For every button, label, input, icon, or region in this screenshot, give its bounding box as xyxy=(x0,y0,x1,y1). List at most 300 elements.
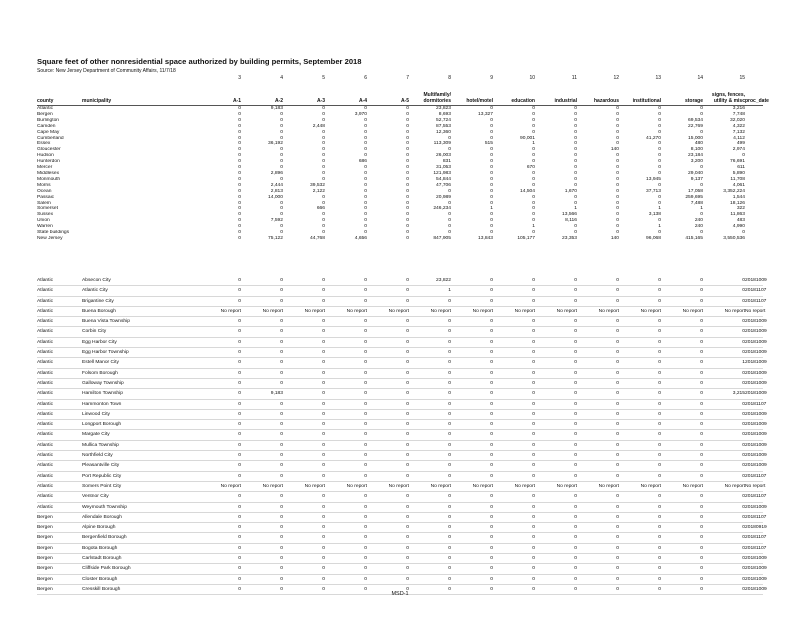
summary-value: 0 xyxy=(364,194,367,200)
row-value: 0 xyxy=(451,296,493,306)
summary-value: 0 xyxy=(616,206,619,212)
row-value: 0 xyxy=(661,420,703,430)
row-value: 0 xyxy=(283,378,325,388)
summary-value: 0 xyxy=(406,170,409,176)
summary-value: 0 xyxy=(532,147,535,153)
row-value: 0 xyxy=(577,461,619,471)
summary-municipality-empty xyxy=(82,236,199,242)
summary-county: Union xyxy=(37,218,50,224)
row-value: 0 xyxy=(619,574,661,584)
row-value: 0 xyxy=(703,584,745,594)
row-value: 0 xyxy=(535,358,577,368)
row-proc-date: 20181107 xyxy=(745,512,763,522)
summary-value: 0 xyxy=(364,153,367,159)
row-county: Atlantic xyxy=(37,378,82,388)
summary-value: 140 xyxy=(610,147,619,153)
row-value: 0 xyxy=(325,564,367,574)
row-value: 0 xyxy=(241,317,283,327)
row-value: 0 xyxy=(451,348,493,358)
row-value: 0 xyxy=(493,276,535,286)
summary-value: 0 xyxy=(448,147,451,153)
row-value: 0 xyxy=(493,512,535,522)
row-value: 0 xyxy=(325,574,367,584)
row-county: Bergen xyxy=(37,523,82,533)
summary-value: 0 xyxy=(322,224,325,230)
summary-value: 0 xyxy=(490,106,493,111)
row-county: Bergen xyxy=(37,584,82,594)
row-value: 0 xyxy=(703,296,745,306)
row-value: 0 xyxy=(325,451,367,461)
row-value: 0 xyxy=(367,430,409,440)
summary-value: 2,974 xyxy=(732,147,745,153)
row-value: 0 xyxy=(367,461,409,471)
row-value: 0 xyxy=(199,492,241,502)
row-municipality: Estell Manor City xyxy=(82,358,199,368)
row-value: 0 xyxy=(703,286,745,296)
summary-county: State buildings xyxy=(37,230,70,236)
row-value: 0 xyxy=(325,317,367,327)
summary-value: 0 xyxy=(490,117,493,123)
summary-value: 0 xyxy=(280,153,283,159)
row-value: 0 xyxy=(409,378,451,388)
row-value: 0 xyxy=(367,276,409,286)
summary-value: 0 xyxy=(574,129,577,135)
row-county: Atlantic xyxy=(37,337,82,347)
row-value: 0 xyxy=(325,420,367,430)
summary-value: 0 xyxy=(616,111,619,117)
row-value: 0 xyxy=(661,409,703,419)
summary-value: 515 xyxy=(484,141,493,147)
row-proc-date: 20181009 xyxy=(745,564,763,574)
summary-value: 1 xyxy=(658,206,661,212)
summary-value: 0 xyxy=(490,194,493,200)
summary-value: 0 xyxy=(700,212,703,218)
summary-value: 0 xyxy=(574,176,577,182)
row-county: Bergen xyxy=(37,512,82,522)
row-proc-date: 20181009 xyxy=(745,389,763,399)
summary-value: 0 xyxy=(238,235,241,241)
summary-value: 0 xyxy=(406,153,409,159)
summary-value: 17,058 xyxy=(688,188,703,194)
summary-value: 0 xyxy=(280,212,283,218)
county-summary-table xyxy=(37,105,763,242)
row-value: 0 xyxy=(409,317,451,327)
summary-value: 0 xyxy=(322,212,325,218)
summary-value: 847,905 xyxy=(433,235,451,241)
column-number: 6 xyxy=(364,75,367,81)
summary-value: 0 xyxy=(490,182,493,188)
row-county: Atlantic xyxy=(37,461,82,471)
column-number-spacer xyxy=(82,75,199,81)
row-value: 0 xyxy=(367,409,409,419)
summary-value: 0 xyxy=(406,123,409,129)
row-value: 0 xyxy=(451,276,493,286)
summary-value: 0 xyxy=(658,111,661,117)
summary-value: 0 xyxy=(364,188,367,194)
row-value: 0 xyxy=(367,554,409,564)
row-value: 0 xyxy=(619,286,661,296)
summary-value: 0 xyxy=(574,165,577,171)
summary-county: Bergen xyxy=(37,111,53,117)
row-value: No report xyxy=(619,306,661,316)
summary-value: 1,544 xyxy=(732,194,745,200)
row-proc-date: 20181107 xyxy=(745,543,763,553)
summary-value: 0 xyxy=(574,224,577,230)
row-municipality: Bogota Borough xyxy=(82,543,199,553)
row-county: Atlantic xyxy=(37,471,82,481)
row-value: 0 xyxy=(451,409,493,419)
summary-value: 31,053 xyxy=(436,165,451,171)
row-value: 0 xyxy=(199,337,241,347)
summary-value: 0 xyxy=(700,129,703,135)
summary-value: 0 xyxy=(280,230,283,236)
row-value: 0 xyxy=(619,368,661,378)
summary-value: 0 xyxy=(406,176,409,182)
summary-value: 0 xyxy=(280,117,283,123)
summary-value: 96,068 xyxy=(646,235,661,241)
row-proc-date: 20181009 xyxy=(745,317,763,327)
row-proc-date: 20181009 xyxy=(745,502,763,512)
row-value: 0 xyxy=(325,296,367,306)
summary-value: 26,003 xyxy=(436,153,451,159)
summary-value: 23,823 xyxy=(436,106,451,111)
row-value: 0 xyxy=(367,420,409,430)
summary-value: 1 xyxy=(658,224,661,230)
summary-value: 0 xyxy=(490,212,493,218)
row-value: 0 xyxy=(367,337,409,347)
summary-value: 0 xyxy=(364,218,367,224)
row-value: 0 xyxy=(493,348,535,358)
column-number-row xyxy=(37,75,763,81)
summary-county: Burlington xyxy=(37,117,60,123)
summary-value: 0 xyxy=(658,200,661,206)
summary-value: 0 xyxy=(406,230,409,236)
row-value: 0 xyxy=(619,348,661,358)
header-a2: A-2 xyxy=(274,98,283,104)
row-municipality: Linwood City xyxy=(82,409,199,419)
row-value: 0 xyxy=(703,409,745,419)
row-value: 0 xyxy=(199,348,241,358)
row-value: 0 xyxy=(577,378,619,388)
summary-value: 0 xyxy=(658,153,661,159)
table-row xyxy=(37,502,763,512)
summary-value: 1 xyxy=(574,206,577,212)
row-value: 0 xyxy=(577,348,619,358)
header-hotel: hotel/motel xyxy=(466,98,493,104)
row-value: 0 xyxy=(661,399,703,409)
column-number: 3 xyxy=(238,75,241,81)
summary-value: 0 xyxy=(616,224,619,230)
row-value: 0 xyxy=(241,286,283,296)
row-value: No report xyxy=(325,481,367,491)
row-value: 0 xyxy=(409,564,451,574)
row-county: Bergen xyxy=(37,543,82,553)
row-value: 0 xyxy=(367,296,409,306)
summary-value: 18,126 xyxy=(730,200,745,206)
summary-value: 4,112 xyxy=(733,135,745,141)
row-proc-date: 20181107 xyxy=(745,286,763,296)
summary-value: 32,020 xyxy=(730,117,745,123)
row-value: 0 xyxy=(367,327,409,337)
summary-value: 0 xyxy=(280,206,283,212)
row-value: 0 xyxy=(325,327,367,337)
row-value: 0 xyxy=(325,389,367,399)
row-value: 0 xyxy=(409,471,451,481)
row-county: Atlantic xyxy=(37,358,82,368)
table-row xyxy=(37,492,763,502)
summary-value: 0 xyxy=(490,153,493,159)
summary-value: 0 xyxy=(490,159,493,165)
summary-value: 121,983 xyxy=(433,170,451,176)
row-value: 0 xyxy=(451,512,493,522)
summary-value: 0 xyxy=(406,194,409,200)
summary-value: 2,896 xyxy=(270,170,283,176)
row-value: 0 xyxy=(577,358,619,368)
summary-value: 8,693 xyxy=(438,111,451,117)
summary-value: 0 xyxy=(406,224,409,230)
row-county: Atlantic xyxy=(37,327,82,337)
summary-value: 54,844 xyxy=(436,176,451,182)
row-value: 0 xyxy=(661,317,703,327)
summary-value: 105,177 xyxy=(517,235,535,241)
row-value: 0 xyxy=(241,451,283,461)
summary-value: 666 xyxy=(316,206,325,212)
row-county: Atlantic xyxy=(37,296,82,306)
row-value: 0 xyxy=(367,286,409,296)
summary-value: 0 xyxy=(448,135,451,141)
column-number: 11 xyxy=(571,75,577,81)
header-signs xyxy=(703,86,745,104)
row-value: 0 xyxy=(325,471,367,481)
row-value: 0 xyxy=(493,378,535,388)
summary-value: 76,691 xyxy=(730,159,745,165)
row-value: 0 xyxy=(199,533,241,543)
row-value: 0 xyxy=(535,564,577,574)
row-value: 0 xyxy=(451,574,493,584)
report-title: Square feet of other nonresidential space authorized by building permits, September 2018 xyxy=(37,57,362,66)
row-value: 0 xyxy=(703,399,745,409)
table-row xyxy=(37,317,763,327)
row-value: 0 xyxy=(451,440,493,450)
row-value: 0 xyxy=(367,471,409,481)
summary-value: 0 xyxy=(490,224,493,230)
row-value: 0 xyxy=(577,512,619,522)
summary-value: 0 xyxy=(238,176,241,182)
row-value: 0 xyxy=(325,368,367,378)
row-value: No report xyxy=(367,306,409,316)
summary-value: 0 xyxy=(616,141,619,147)
row-value: 0 xyxy=(619,440,661,450)
summary-value: 9,183 xyxy=(270,106,283,111)
row-value: 0 xyxy=(241,399,283,409)
row-value: 0 xyxy=(535,399,577,409)
row-value: 0 xyxy=(283,358,325,368)
summary-value: 47,706 xyxy=(436,182,451,188)
row-value: 0 xyxy=(409,574,451,584)
row-value: 0 xyxy=(241,420,283,430)
row-value: 0 xyxy=(283,574,325,584)
summary-value: 0 xyxy=(406,147,409,153)
summary-value: 12,360 xyxy=(436,129,451,135)
summary-value: 3,550,536 xyxy=(723,235,745,241)
summary-value: 259,695 xyxy=(685,194,703,200)
row-municipality: Hamilton Township xyxy=(82,389,199,399)
row-value: 0 xyxy=(703,337,745,347)
summary-value: 0 xyxy=(658,159,661,165)
column-header-table xyxy=(37,86,769,104)
row-municipality: Port Republic City xyxy=(82,471,199,481)
row-value: 0 xyxy=(493,543,535,553)
table-row xyxy=(37,409,763,419)
row-value: 0 xyxy=(535,440,577,450)
row-municipality: Carlstadt Borough xyxy=(82,554,199,564)
row-value: 0 xyxy=(283,554,325,564)
row-value: 0 xyxy=(409,389,451,399)
summary-value: 0 xyxy=(490,200,493,206)
row-value: No report xyxy=(703,306,745,316)
row-value: 0 xyxy=(199,543,241,553)
row-proc-date: 20181107 xyxy=(745,533,763,543)
row-value: No report xyxy=(577,481,619,491)
row-value: 0 xyxy=(577,554,619,564)
row-value: 0 xyxy=(661,564,703,574)
summary-county: New Jersey xyxy=(37,235,63,241)
summary-value: 0 xyxy=(574,106,577,111)
row-value: 0 xyxy=(409,440,451,450)
row-proc-date: 20181107 xyxy=(745,296,763,306)
row-municipality: Galloway Township xyxy=(82,378,199,388)
row-value: 0 xyxy=(493,492,535,502)
row-value: 0 xyxy=(535,368,577,378)
row-municipality: Egg Harbor City xyxy=(82,337,199,347)
summary-value: 87,553 xyxy=(436,123,451,129)
row-value: No report xyxy=(367,481,409,491)
summary-value: 0 xyxy=(490,170,493,176)
row-value: 0 xyxy=(241,502,283,512)
row-value: 0 xyxy=(703,451,745,461)
row-value: 0 xyxy=(241,358,283,368)
row-value: 0 xyxy=(409,348,451,358)
row-value: 0 xyxy=(577,276,619,286)
row-value: 0 xyxy=(577,574,619,584)
row-value: 0 xyxy=(619,378,661,388)
summary-value: 13,843 xyxy=(478,235,493,241)
header-signs-line2: utility & misc xyxy=(713,98,745,104)
summary-value: 0 xyxy=(616,159,619,165)
row-value: 0 xyxy=(661,348,703,358)
row-value: 0 xyxy=(199,276,241,286)
summary-county: Morris xyxy=(37,182,51,188)
row-value: 0 xyxy=(535,574,577,584)
summary-value: 0 xyxy=(238,129,241,135)
row-municipality: Northfield City xyxy=(82,451,199,461)
row-value: 0 xyxy=(703,512,745,522)
row-value: 0 xyxy=(199,420,241,430)
summary-value: 4,990 xyxy=(732,224,745,230)
summary-value: 0 xyxy=(490,135,493,141)
row-value: 0 xyxy=(283,337,325,347)
row-value: 0 xyxy=(619,543,661,553)
column-number: 13 xyxy=(655,75,661,81)
summary-county: Sussex xyxy=(37,212,54,218)
row-municipality: Alpine Borough xyxy=(82,523,199,533)
summary-value: 0 xyxy=(574,135,577,141)
row-value: 0 xyxy=(325,584,367,594)
header-a4: A-4 xyxy=(358,98,367,104)
row-value: No report xyxy=(661,306,703,316)
summary-value: 1 xyxy=(490,206,493,212)
summary-value: 0 xyxy=(322,230,325,236)
summary-value: 52,724 xyxy=(436,117,451,123)
row-value: 0 xyxy=(535,430,577,440)
summary-value: 0 xyxy=(448,224,451,230)
row-value: 0 xyxy=(283,368,325,378)
summary-value: 7,488 xyxy=(690,200,703,206)
summary-value: 39,532 xyxy=(310,182,325,188)
row-county: Atlantic xyxy=(37,286,82,296)
row-value: 0 xyxy=(619,317,661,327)
summary-value: 1,670 xyxy=(564,188,577,194)
row-value: 0 xyxy=(703,492,745,502)
row-value: 0 xyxy=(619,533,661,543)
row-value: No report xyxy=(535,306,577,316)
row-value: 0 xyxy=(577,409,619,419)
row-municipality: Ventnor City xyxy=(82,492,199,502)
row-value: 0 xyxy=(661,296,703,306)
row-value: 1 xyxy=(409,286,451,296)
header-a3: A-3 xyxy=(316,98,325,104)
summary-value: 0 xyxy=(700,230,703,236)
row-value: 0 xyxy=(409,337,451,347)
row-county: Atlantic xyxy=(37,502,82,512)
row-value: 0 xyxy=(493,389,535,399)
row-proc-date: 20181009 xyxy=(745,358,763,368)
row-value: 0 xyxy=(199,409,241,419)
summary-value: 0 xyxy=(322,147,325,153)
summary-value: 11,708 xyxy=(730,176,745,182)
row-value: 0 xyxy=(325,430,367,440)
row-value: 0 xyxy=(241,378,283,388)
summary-value: 0 xyxy=(280,200,283,206)
table-row xyxy=(37,471,763,481)
row-value: 0 xyxy=(283,543,325,553)
row-value: 0 xyxy=(367,523,409,533)
row-municipality: Mullica Township xyxy=(82,440,199,450)
summary-value: 0 xyxy=(616,194,619,200)
row-value: 0 xyxy=(241,348,283,358)
row-value: 0 xyxy=(535,296,577,306)
summary-value: 0 xyxy=(364,200,367,206)
summary-value: 0 xyxy=(574,230,577,236)
row-municipality: Buena Borough xyxy=(82,306,199,316)
row-value: 0 xyxy=(577,533,619,543)
row-value: 0 xyxy=(703,533,745,543)
table-row xyxy=(37,306,763,316)
row-value: 0 xyxy=(409,451,451,461)
row-value: 0 xyxy=(325,440,367,450)
row-value: 0 xyxy=(241,574,283,584)
summary-value: 0 xyxy=(532,129,535,135)
row-value: 0 xyxy=(283,276,325,286)
summary-value: 0 xyxy=(490,218,493,224)
summary-value: 0 xyxy=(238,117,241,123)
row-value: 0 xyxy=(661,389,703,399)
row-value: 0 xyxy=(535,461,577,471)
summary-county: Mercer xyxy=(37,165,53,171)
header-multifamily-line1: Multifamily/ xyxy=(423,92,451,98)
table-row xyxy=(37,389,763,399)
summary-county: Hudson xyxy=(37,153,54,159)
